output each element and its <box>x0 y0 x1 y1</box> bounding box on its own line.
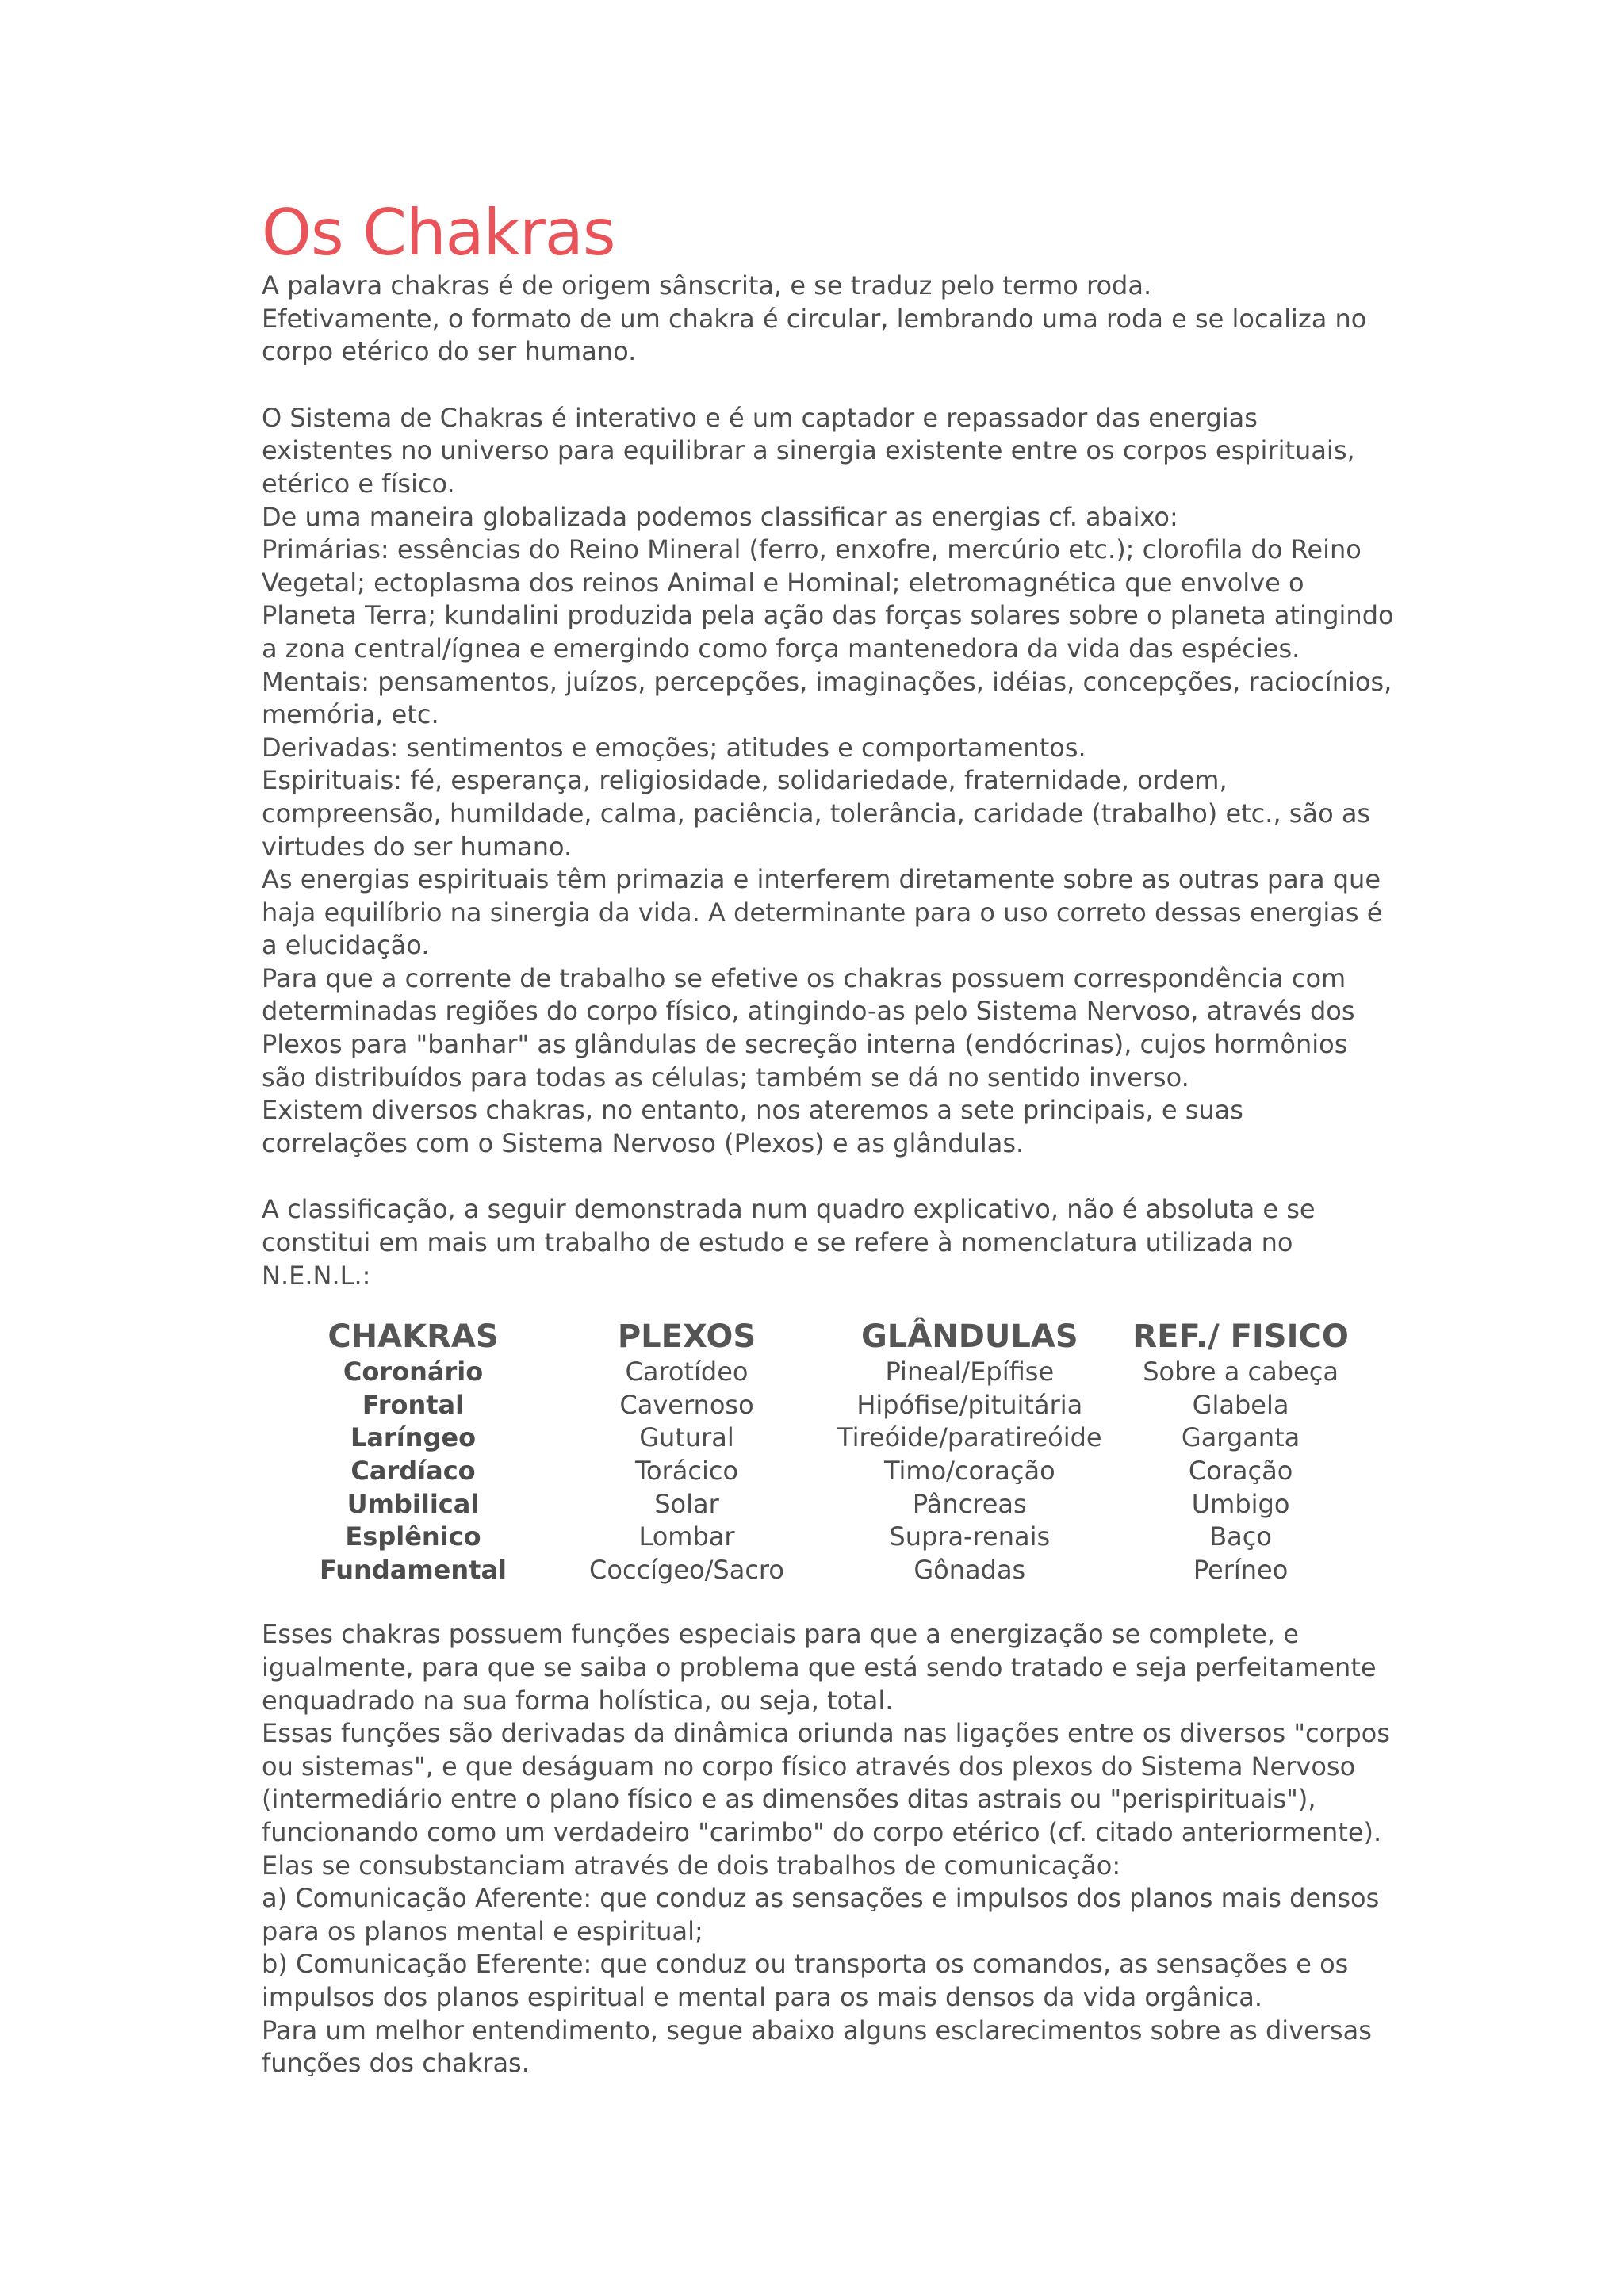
table-row <box>290 1422 1380 1455</box>
table-header-row <box>290 1318 1380 1356</box>
chakra-name-cell: Coronário <box>343 1357 484 1387</box>
spacer <box>262 369 1396 402</box>
plexo-cell: Solar <box>654 1488 719 1519</box>
body-paragraph: Para um melhor entendimento, segue abaixo alguns esclarecimentos sobre as diversas funções dos chakras. <box>262 2015 1372 2079</box>
chakra-name-cell: Cardíaco <box>350 1456 476 1486</box>
body-paragraph: Essas funções são derivadas da dinâmica oriunda nas ligações entre os diversos "corpos ou sistemas", e que deságuam no corpo físico através dos plexos do Sistema Nervoso (intermediário entre o plano físico e as dimensões ditas astrais ou "perispirituais"), funcionando como um verdadeiro "carimbo" do corpo etérico (cf. citado anteriormente). <box>262 1718 1390 1847</box>
glandula-cell: Gônadas <box>914 1554 1026 1585</box>
glandula-cell: Timo/coração <box>883 1456 1055 1486</box>
body-paragraph: As energias espirituais têm primazia e interferem diretamente sobre as outras para que haja equilíbrio na sinergia da vida. A determinante para o uso correto dessas energias é a elucidação. <box>262 864 1383 961</box>
table-row <box>290 1554 1380 1587</box>
ref-fisico-cell: Umbigo <box>1191 1488 1290 1519</box>
intro-paragraph: Efetivamente, o formato de um chakra é circular, lembrando uma roda e se localiza no corpo etérico do ser humano. <box>262 303 1367 367</box>
ref-fisico-cell: Glabela <box>1192 1389 1289 1420</box>
body-paragraph: Derivadas: sentimentos e emoções; atitudes e comportamentos. <box>262 732 1086 763</box>
body-paragraph: b) Comunicação Eferente: que conduz ou transporta os comandos, as sensações e os impulsos dos planos espiritual e mental para os mais densos da vida orgânica. <box>262 1949 1349 2012</box>
chakras-table <box>290 1318 1380 1586</box>
body-paragraph: O Sistema de Chakras é interativo e é um captador e repassador das energias existentes no universo para equilibrar a sinergia existente entre os corpos espirituais, etérico e físico. <box>262 402 1355 499</box>
plexo-cell: Gutural <box>639 1422 734 1453</box>
body-paragraph: Para que a corrente de trabalho se efetive os chakras possuem correspondência com determinadas regiões do corpo físico, atingindo-as pelo Sistema Nervoso, através dos Plexos para "banhar" as glândulas de secreção interna (endócrinas), cujos hormônios são distribuídos para todas as células; também se dá no sentido inverso. <box>262 962 1355 1093</box>
column-header-plexos: PLEXOS <box>617 1318 756 1356</box>
body-paragraph: Existem diversos chakras, no entanto, nos ateremos a sete principais, e suas correlações com o Sistema Nervoso (Plexos) e as glândulas. <box>262 1095 1243 1158</box>
column-header-glandulas: GLÂNDULAS <box>860 1318 1078 1356</box>
glandula-cell: Supra-renais <box>889 1521 1051 1552</box>
page-title: Os Chakras <box>262 196 615 270</box>
chakra-name-cell: Esplênico <box>345 1521 481 1552</box>
chakra-name-cell: Laríngeo <box>350 1422 477 1453</box>
table-row <box>290 1521 1380 1554</box>
glandula-cell: Tireóide/paratireóide <box>837 1422 1102 1453</box>
plexo-cell: Carotídeo <box>625 1357 749 1387</box>
ref-fisico-cell: Garganta <box>1181 1422 1300 1453</box>
glandula-cell: Pineal/Epífise <box>885 1357 1055 1387</box>
plexo-cell: Coccígeo/Sacro <box>589 1554 784 1585</box>
document-page <box>262 197 1396 2080</box>
body-paragraph: Elas se consubstanciam através de dois trabalhos de comunicação: <box>262 1850 1121 1881</box>
glandula-cell: Hipófise/pituitária <box>856 1389 1083 1420</box>
body-paragraph: a) Comunicação Aferente: que conduz as sensações e impulsos dos planos mais densos para os planos mental e espiritual; <box>262 1883 1380 1946</box>
intro-paragraph: A palavra chakras é de origem sânscrita, e se traduz pelo termo roda. <box>262 270 1152 300</box>
column-header-chakras: CHAKRAS <box>327 1318 499 1356</box>
spacer <box>262 1160 1396 1193</box>
table-row <box>290 1389 1380 1422</box>
ref-fisico-cell: Períneo <box>1193 1554 1289 1585</box>
body-paragraph: Mentais: pensamentos, juízos, percepções, imaginações, idéias, concepções, raciocínios, memória, etc. <box>262 666 1392 730</box>
table-row <box>290 1356 1380 1389</box>
ref-fisico-cell: Coração <box>1188 1456 1293 1486</box>
body-paragraph: Primárias: essências do Reino Mineral (ferro, enxofre, mercúrio etc.); clorofila do Reino Vegetal; ectoplasma dos reinos Animal e Hominal; eletromagnética que envolve o Planeta Terra; kundalini produzida pela ação das forças solares sobre o planeta atingindo a zona central/ígnea e emergindo como força mantenedora da vida das espécies. <box>262 534 1394 664</box>
plexo-cell: Torácico <box>634 1456 739 1486</box>
body-paragraph: Esses chakras possuem funções especiais para que a energização se complete, e igualmente, para que se saiba o problema que está sendo tratado e seja perfeitamente enquadrado na sua forma holística, ou seja, total. <box>262 1619 1377 1716</box>
chakra-name-cell: Frontal <box>362 1389 465 1420</box>
table-row <box>290 1455 1380 1488</box>
glandula-cell: Pâncreas <box>912 1488 1027 1519</box>
ref-fisico-cell: Sobre a cabeça <box>1143 1357 1339 1387</box>
plexo-cell: Cavernoso <box>619 1389 754 1420</box>
chakra-name-cell: Fundamental <box>319 1554 507 1585</box>
plexo-cell: Lombar <box>638 1521 735 1552</box>
chakra-name-cell: Umbilical <box>347 1488 480 1519</box>
ref-fisico-cell: Baço <box>1209 1521 1272 1552</box>
table-intro-paragraph: A classificação, a seguir demonstrada num quadro explicativo, não é absoluta e se constitui em mais um trabalho de estudo e se refere à nomenclatura utilizada no N.E.N.L.: <box>262 1194 1316 1291</box>
column-header-ref-fisico: REF./ FISICO <box>1132 1318 1349 1356</box>
body-paragraph: De uma maneira globalizada podemos classificar as energias cf. abaixo: <box>262 501 1178 532</box>
table-row <box>290 1488 1380 1521</box>
body-paragraph: Espirituais: fé, esperança, religiosidade, solidariedade, fraternidade, ordem, compreensão, humildade, calma, paciência, tolerância, caridade (trabalho) etc., são as virtudes do ser humano. <box>262 765 1371 862</box>
